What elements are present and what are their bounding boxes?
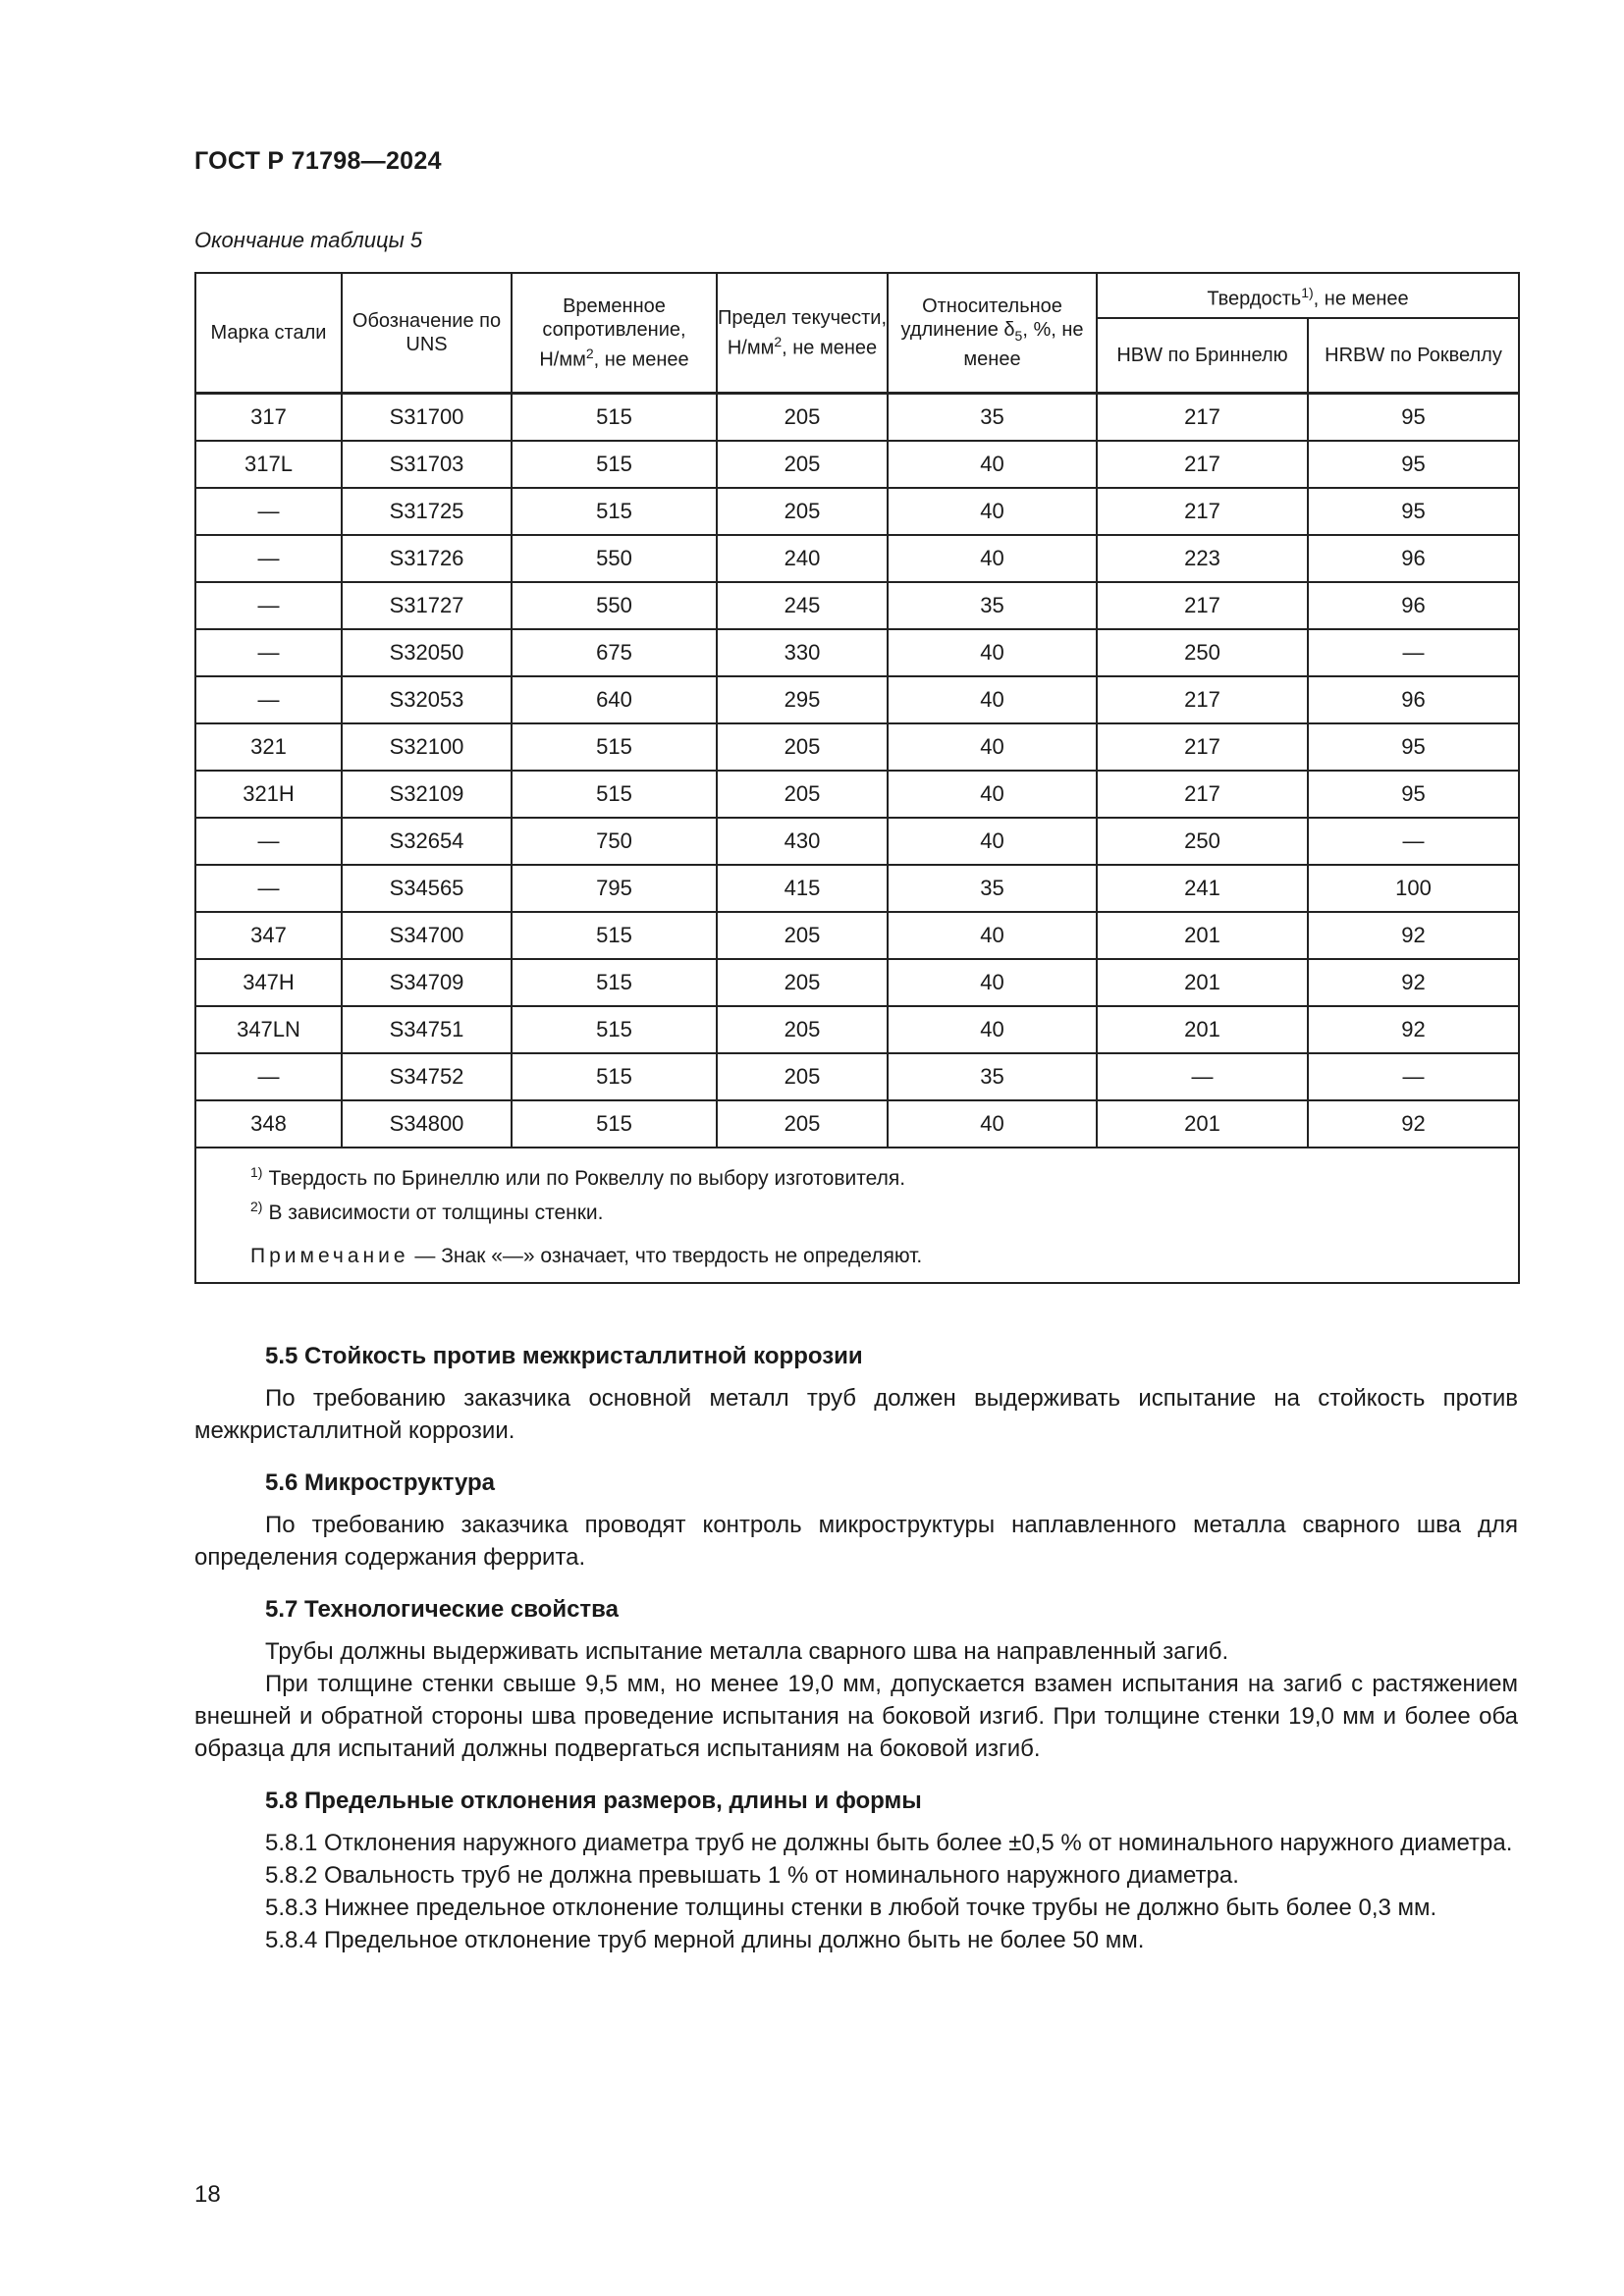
cell-yield: 205 xyxy=(717,394,888,442)
cell-hbw: 217 xyxy=(1097,582,1308,629)
cell-hrbw: 95 xyxy=(1308,441,1519,488)
cell-uns: S31727 xyxy=(342,582,512,629)
cell-hbw: 217 xyxy=(1097,394,1308,442)
table-row xyxy=(195,629,1519,676)
cell-tensile: 640 xyxy=(512,676,717,723)
cell-grade: — xyxy=(195,1053,342,1100)
header-hrbw: HRBW по Роквеллу xyxy=(1308,318,1519,394)
cell-tensile: 515 xyxy=(512,959,717,1006)
cell-grade: — xyxy=(195,629,342,676)
mechanical-properties-table xyxy=(194,272,1520,1284)
table-caption: Окончание таблицы 5 xyxy=(194,228,423,252)
section-5-8-2: 5.8.2 Овальность труб не должна превышать 1 % от номинального наружного диаметра. xyxy=(265,1862,1239,1889)
cell-hrbw: 95 xyxy=(1308,771,1519,818)
cell-uns: S31725 xyxy=(342,488,512,535)
cell-yield: 430 xyxy=(717,818,888,865)
header-tensile-strength: Временное сопротивление, $Н/мм^2$, не менее xyxy=(512,273,717,394)
cell-hrbw: 96 xyxy=(1308,535,1519,582)
table-row xyxy=(195,865,1519,912)
table-row xyxy=(195,676,1519,723)
cell-hrbw: — xyxy=(1308,1053,1519,1100)
table-body xyxy=(195,394,1519,1148)
cell-uns: S31703 xyxy=(342,441,512,488)
cell-hrbw: 96 xyxy=(1308,582,1519,629)
table-row xyxy=(195,1053,1519,1100)
section-5-7-paragraph-1: Трубы должны выдерживать испытание металла сварного шва на направленный загиб. xyxy=(265,1638,1229,1665)
cell-yield: 240 xyxy=(717,535,888,582)
cell-yield: 205 xyxy=(717,488,888,535)
cell-hrbw: — xyxy=(1308,818,1519,865)
cell-hbw: 201 xyxy=(1097,912,1308,959)
cell-hbw: 217 xyxy=(1097,771,1308,818)
cell-hbw: 217 xyxy=(1097,676,1308,723)
cell-tensile: 515 xyxy=(512,1053,717,1100)
cell-elongation: 40 xyxy=(888,1006,1097,1053)
cell-hrbw: 100 xyxy=(1308,865,1519,912)
cell-elongation: 40 xyxy=(888,959,1097,1006)
cell-yield: 205 xyxy=(717,771,888,818)
cell-tensile: 750 xyxy=(512,818,717,865)
section-5-5-paragraph: По требованию заказчика основной металл труб должен выдерживать испытание на стойкость против межкристаллитной коррозии. xyxy=(194,1385,1518,1444)
section-5-8-title: 5.8 Предельные отклонения размеров, длины и формы xyxy=(265,1788,922,1814)
section-5-8-4: 5.8.4 Предельное отклонение труб мерной длины должно быть не более 50 мм. xyxy=(265,1927,1145,1953)
cell-hrbw: 92 xyxy=(1308,959,1519,1006)
cell-hrbw: 95 xyxy=(1308,488,1519,535)
cell-hbw: 201 xyxy=(1097,1006,1308,1053)
table-row xyxy=(195,535,1519,582)
cell-tensile: 515 xyxy=(512,1100,717,1148)
footnote-2: $^{2)}$ В зависимости от толщины стенки. xyxy=(250,1199,604,1224)
document-body xyxy=(194,1340,1518,1956)
cell-elongation: 40 xyxy=(888,488,1097,535)
table-notes xyxy=(195,1148,1519,1283)
cell-grade: 321H xyxy=(195,771,342,818)
cell-elongation: 35 xyxy=(888,582,1097,629)
cell-hbw: — xyxy=(1097,1053,1308,1100)
cell-yield: 205 xyxy=(717,441,888,488)
cell-elongation: 40 xyxy=(888,535,1097,582)
cell-grade: — xyxy=(195,488,342,535)
cell-elongation: 40 xyxy=(888,771,1097,818)
cell-uns: S32050 xyxy=(342,629,512,676)
cell-hrbw: 95 xyxy=(1308,723,1519,771)
cell-hrbw: 92 xyxy=(1308,1100,1519,1148)
cell-grade: — xyxy=(195,865,342,912)
cell-tensile: 515 xyxy=(512,1006,717,1053)
cell-tensile: 795 xyxy=(512,865,717,912)
cell-uns: S34709 xyxy=(342,959,512,1006)
cell-grade: — xyxy=(195,535,342,582)
cell-grade: 317L xyxy=(195,441,342,488)
cell-tensile: 675 xyxy=(512,629,717,676)
cell-yield: 205 xyxy=(717,912,888,959)
cell-elongation: 40 xyxy=(888,723,1097,771)
cell-elongation: 35 xyxy=(888,865,1097,912)
cell-uns: S31726 xyxy=(342,535,512,582)
table-row xyxy=(195,959,1519,1006)
header-yield-strength: Предел текучести, $Н/мм^2$, не менее xyxy=(717,273,888,394)
cell-hbw: 201 xyxy=(1097,1100,1308,1148)
cell-grade: 347LN xyxy=(195,1006,342,1053)
cell-grade: 347H xyxy=(195,959,342,1006)
cell-hbw: 241 xyxy=(1097,865,1308,912)
section-5-7-paragraph-2: При толщине стенки свыше 9,5 мм, но менее 19,0 мм, допускается взамен испытания на загиб с растяжением внешней и обратной стороны шва проведение испытания на боковой изгиб. При толщине стенки 19,0 мм и более оба образца для испытаний должны подвергаться испытаниям на боковой изгиб. xyxy=(194,1671,1518,1762)
cell-hrbw: 92 xyxy=(1308,912,1519,959)
cell-tensile: 550 xyxy=(512,582,717,629)
cell-grade: — xyxy=(195,582,342,629)
cell-tensile: 515 xyxy=(512,771,717,818)
cell-yield: 295 xyxy=(717,676,888,723)
header-hbw: HBW по Бриннелю xyxy=(1097,318,1308,394)
table-row xyxy=(195,912,1519,959)
cell-yield: 330 xyxy=(717,629,888,676)
section-5-8-1: 5.8.1 Отклонения наружного диаметра труб не должны быть более ±0,5 % от номинального наружного диаметра. xyxy=(265,1830,1513,1856)
cell-uns: S32100 xyxy=(342,723,512,771)
cell-uns: S32654 xyxy=(342,818,512,865)
cell-elongation: 40 xyxy=(888,912,1097,959)
cell-yield: 245 xyxy=(717,582,888,629)
cell-uns: S34565 xyxy=(342,865,512,912)
section-5-6-paragraph: По требованию заказчика проводят контроль микроструктуры наплавленного металла сварного шва для определения содержания феррита. xyxy=(194,1512,1518,1571)
cell-tensile: 515 xyxy=(512,488,717,535)
header-grade: Марка стали xyxy=(195,273,342,394)
cell-grade: 321 xyxy=(195,723,342,771)
cell-elongation: 40 xyxy=(888,1100,1097,1148)
cell-yield: 205 xyxy=(717,959,888,1006)
cell-uns: S32053 xyxy=(342,676,512,723)
header-elongation: Относительное удлинение $\delta_5$, %, не менее xyxy=(888,273,1097,394)
cell-tensile: 515 xyxy=(512,394,717,442)
table-row xyxy=(195,441,1519,488)
table-row xyxy=(195,1006,1519,1053)
cell-elongation: 35 xyxy=(888,394,1097,442)
cell-grade: 317 xyxy=(195,394,342,442)
section-5-6-title: 5.6 Микроструктура xyxy=(265,1469,495,1496)
table-note: Примечание — Знак «—» означает, что твердость не определяют. xyxy=(250,1245,923,1267)
cell-grade: — xyxy=(195,676,342,723)
section-5-5-title: 5.5 Стойкость против межкристаллитной коррозии xyxy=(265,1343,863,1369)
cell-hbw: 201 xyxy=(1097,959,1308,1006)
table-row xyxy=(195,771,1519,818)
cell-elongation: 40 xyxy=(888,676,1097,723)
cell-yield: 415 xyxy=(717,865,888,912)
cell-uns: S34752 xyxy=(342,1053,512,1100)
table-row xyxy=(195,582,1519,629)
cell-tensile: 550 xyxy=(512,535,717,582)
cell-hbw: 217 xyxy=(1097,441,1308,488)
cell-elongation: 40 xyxy=(888,441,1097,488)
cell-uns: S34751 xyxy=(342,1006,512,1053)
header-uns: Обозначение по UNS xyxy=(342,273,512,394)
cell-yield: 205 xyxy=(717,1100,888,1148)
cell-uns: S31700 xyxy=(342,394,512,442)
cell-yield: 205 xyxy=(717,1006,888,1053)
cell-uns: S34700 xyxy=(342,912,512,959)
cell-tensile: 515 xyxy=(512,723,717,771)
section-5-7-title: 5.7 Технологические свойства xyxy=(265,1596,619,1623)
cell-grade: 347 xyxy=(195,912,342,959)
table-row xyxy=(195,488,1519,535)
table-row xyxy=(195,723,1519,771)
cell-yield: 205 xyxy=(717,1053,888,1100)
cell-hbw: 223 xyxy=(1097,535,1308,582)
cell-hrbw: 96 xyxy=(1308,676,1519,723)
section-5-8-3: 5.8.3 Нижнее предельное отклонение толщины стенки в любой точке трубы не должно быть более 0,3 мм. xyxy=(265,1895,1437,1921)
cell-hbw: 217 xyxy=(1097,488,1308,535)
cell-grade: — xyxy=(195,818,342,865)
cell-hrbw: — xyxy=(1308,629,1519,676)
table-row xyxy=(195,394,1519,442)
cell-hrbw: 95 xyxy=(1308,394,1519,442)
table-row xyxy=(195,1100,1519,1148)
cell-grade: 348 xyxy=(195,1100,342,1148)
cell-hbw: 250 xyxy=(1097,818,1308,865)
cell-elongation: 40 xyxy=(888,629,1097,676)
cell-tensile: 515 xyxy=(512,912,717,959)
document-code-header: ГОСТ Р 71798—2024 xyxy=(194,147,442,175)
cell-uns: S34800 xyxy=(342,1100,512,1148)
footnote-1: $^{1)}$ Твердость по Бринеллю или по Роквеллу по выбору изготовителя. xyxy=(250,1164,906,1190)
cell-hbw: 217 xyxy=(1097,723,1308,771)
cell-hrbw: 92 xyxy=(1308,1006,1519,1053)
table-row xyxy=(195,818,1519,865)
cell-tensile: 515 xyxy=(512,441,717,488)
cell-yield: 205 xyxy=(717,723,888,771)
cell-elongation: 40 xyxy=(888,818,1097,865)
page-number: 18 xyxy=(194,2181,221,2208)
cell-uns: S32109 xyxy=(342,771,512,818)
cell-hbw: 250 xyxy=(1097,629,1308,676)
cell-elongation: 35 xyxy=(888,1053,1097,1100)
header-hardness: Твердость$^{1)}$, не менее xyxy=(1097,273,1519,318)
